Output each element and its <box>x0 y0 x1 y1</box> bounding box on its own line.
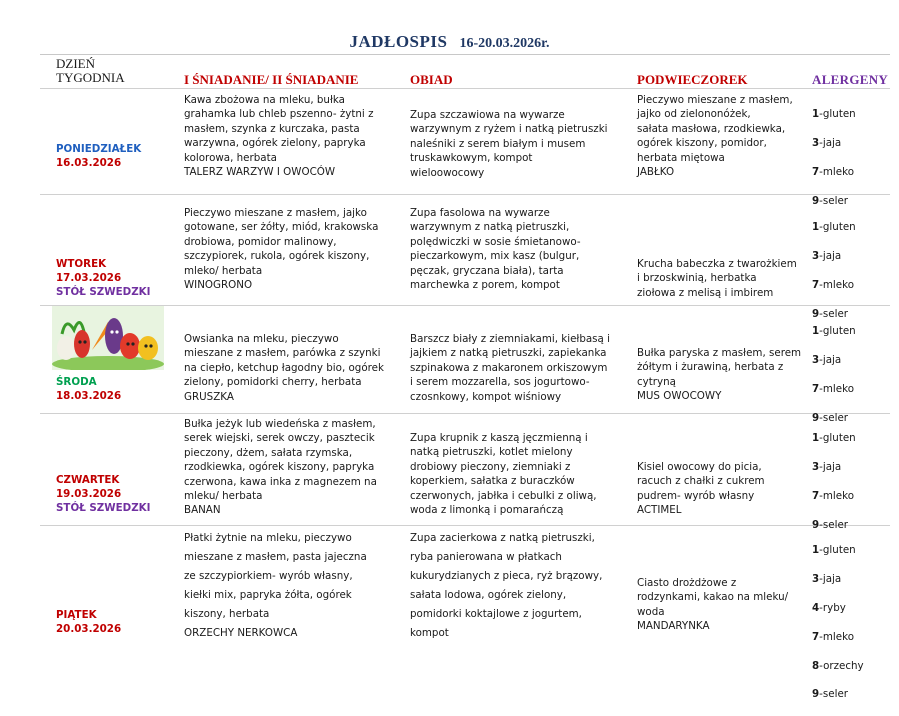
title-main: JADŁOSPIS <box>349 32 448 51</box>
day-date: 17.03.2026 <box>56 272 122 284</box>
allergen-item: 3-jaja <box>812 461 842 474</box>
breakfast-wednesday: Owsianka na mleku, pieczywo mieszane z masłem, parówka z szynki na ciepło, ketchup łagodny bio, ogórek zielony, pomidorki cherry, herbata GRUSZKA <box>184 333 384 403</box>
row-divider <box>40 194 890 195</box>
day-label-tuesday <box>56 257 151 299</box>
row-divider <box>40 88 890 89</box>
allergen-item: 8-orzechy <box>812 659 864 672</box>
vegetables-illustration <box>52 306 164 370</box>
allergen-item: 3-jaja <box>812 250 842 263</box>
header-lunch: OBIAD <box>410 72 453 87</box>
row-divider <box>40 305 890 306</box>
allergen-item: 3-jaja <box>812 137 842 150</box>
allergen-item: 1-gluten <box>812 432 856 445</box>
allergen-item: 3-jaja <box>812 573 842 586</box>
breakfast-tuesday: Pieczywo mieszane z masłem, jajko gotowane, ser żółty, miód, krakowska drobiowa, pomidor malinowy, szczypiorek, rukola, ogórek kiszony, mleko/ herbata WINOGRONO <box>184 207 379 292</box>
day-extra: STÓŁ SZWEDZKI <box>56 286 151 298</box>
allergen-item: 4-ryby <box>812 602 846 615</box>
allergen-item: 7-mleko <box>812 279 855 292</box>
day-name: PONIEDZIAŁEK <box>56 143 142 155</box>
day-label-monday <box>56 142 141 170</box>
allergen-item: 9-seler <box>812 688 849 701</box>
breakfast-monday: Kawa zbożowa na mleku, bułka grahamka lub chleb pszenno- żytni z masłem, szynka z kurczaka, pasta warzywna, ogórek zielony, papryka kolorowa, herbata TALERZ WARZYW I OWOCÓW <box>184 94 374 179</box>
header-breakfast: I ŚNIADANIE/ II ŚNIADANIE <box>184 72 359 87</box>
snack-tuesday: Krucha babeczka z twarożkiem i brzoskwinią, herbatka ziołowa z melisą i imbirem <box>637 258 797 299</box>
allergen-item: 3-jaja <box>812 354 842 367</box>
day-date: 16.03.2026 <box>56 157 122 169</box>
header-allergens: ALERGENY <box>812 72 889 87</box>
header-snack: PODWIECZOREK <box>637 72 748 87</box>
top-divider <box>40 54 890 55</box>
snack-monday: Pieczywo mieszane z masłem, jajko od zielononóżek, sałata masłowa, rzodkiewka, ogórek kiszony, pomidor, herbata miętowa JABŁKO <box>637 94 793 179</box>
page-title <box>0 32 899 52</box>
day-extra: STÓŁ SZWEDZKI <box>56 502 151 514</box>
allergens-thursday <box>812 417 887 547</box>
allergen-item: 1-gluten <box>812 108 856 121</box>
title-dates: 16-20.03.2026r. <box>459 36 550 51</box>
allergen-item: 1-gluten <box>812 325 856 338</box>
day-label-wednesday <box>56 375 121 403</box>
allergen-item: 1-gluten <box>812 221 856 234</box>
allergen-item: 7-mleko <box>812 166 855 179</box>
lunch-tuesday: Zupa fasolowa na wywarze warzywnym z natką pietruszki, polędwiczki w sosie śmietanowo- pieczarkowym, mix kasz (bulgur, pęczak, gryczana biała), tarta marchewka z porem, kompot <box>410 207 581 292</box>
allergen-item: 9-seler <box>812 307 849 320</box>
breakfast-friday: Płatki żytnie na mleku, pieczywo mieszane z masłem, pasta jajeczna ze szczypiorkiem- wyrób własny, kiełki mix, papryka żółta, ogórek kiszony, herbata ORZECHY NERKOWCA <box>184 532 367 639</box>
header-day: DZIEŃ TYGODNIA <box>56 56 125 85</box>
day-date: 18.03.2026 <box>56 390 122 402</box>
allergen-item: 7-mleko <box>812 630 855 643</box>
lunch-thursday: Zupa krupnik z kaszą jęczmienną i natką pietruszki, kotlet mielony drobiowy pieczony, ziemniaki z koperkiem, sałatka z buraczków czerwonych, jabłka i cebulki z oliwą, woda z limonką i pomarańczą <box>410 432 597 517</box>
day-label-friday <box>56 608 121 636</box>
day-name: PIĄTEK <box>56 609 97 621</box>
allergen-item: 9-seler <box>812 194 849 207</box>
row-divider <box>40 413 890 414</box>
allergen-item: 1-gluten <box>812 544 856 557</box>
allergen-item: 9-seler <box>812 411 849 424</box>
allergens-friday <box>812 529 887 716</box>
breakfast-thursday: Bułka jeżyk lub wiedeńska z masłem, serek wiejski, serek owczy, pasztecik pieczony, dżem, sałata rzymska, rzodkiewka, ogórek kiszony, papryka czerwona, kawa inka z magnezem na mleku/ herbata BANAN <box>184 418 377 517</box>
day-name: ŚRODA <box>56 376 97 388</box>
allergen-item: 9-seler <box>812 518 849 531</box>
lunch-friday: Zupa zacierkowa z natką pietruszki, ryba panierowana w płatkach kukurydzianych z pieca, ryż brązowy, sałata lodowa, ogórek zielony, pomidorki koktajlowe z jogurtem, kompot <box>410 532 603 639</box>
row-divider <box>40 525 890 526</box>
day-name: WTOREK <box>56 258 107 270</box>
day-date: 19.03.2026 <box>56 488 122 500</box>
day-name: CZWARTEK <box>56 474 120 486</box>
lunch-wednesday: Barszcz biały z ziemniakami, kiełbasą i jajkiem z natką pietruszki, zapiekanka szpinakowa z makaronem orkiszowym i serem mozzarella, sos jogurtowo- czosnkowy, kompot wiśniowy <box>410 333 610 403</box>
allergen-item: 7-mleko <box>812 490 855 503</box>
snack-thursday: Kisiel owocowy do picia, racuch z chałki z cukrem pudrem- wyrób własny ACTIMEL <box>637 461 765 517</box>
day-date: 20.03.2026 <box>56 623 122 635</box>
snack-friday: Ciasto drożdżowe z rodzynkami, kakao na mleku/ woda MANDARYNKA <box>637 577 789 633</box>
snack-wednesday: Bułka paryska z masłem, serem żółtym i żurawiną, herbata z cytryną MUS OWOCOWY <box>637 347 802 403</box>
lunch-monday: Zupa szczawiowa na wywarze warzywnym z ryżem i natką pietruszki naleśniki z serem białym i musem truskawkowym, kompot wieloowocowy <box>410 109 608 179</box>
allergens-monday <box>812 93 887 223</box>
allergen-item: 7-mleko <box>812 383 855 396</box>
day-label-thursday <box>56 473 151 515</box>
